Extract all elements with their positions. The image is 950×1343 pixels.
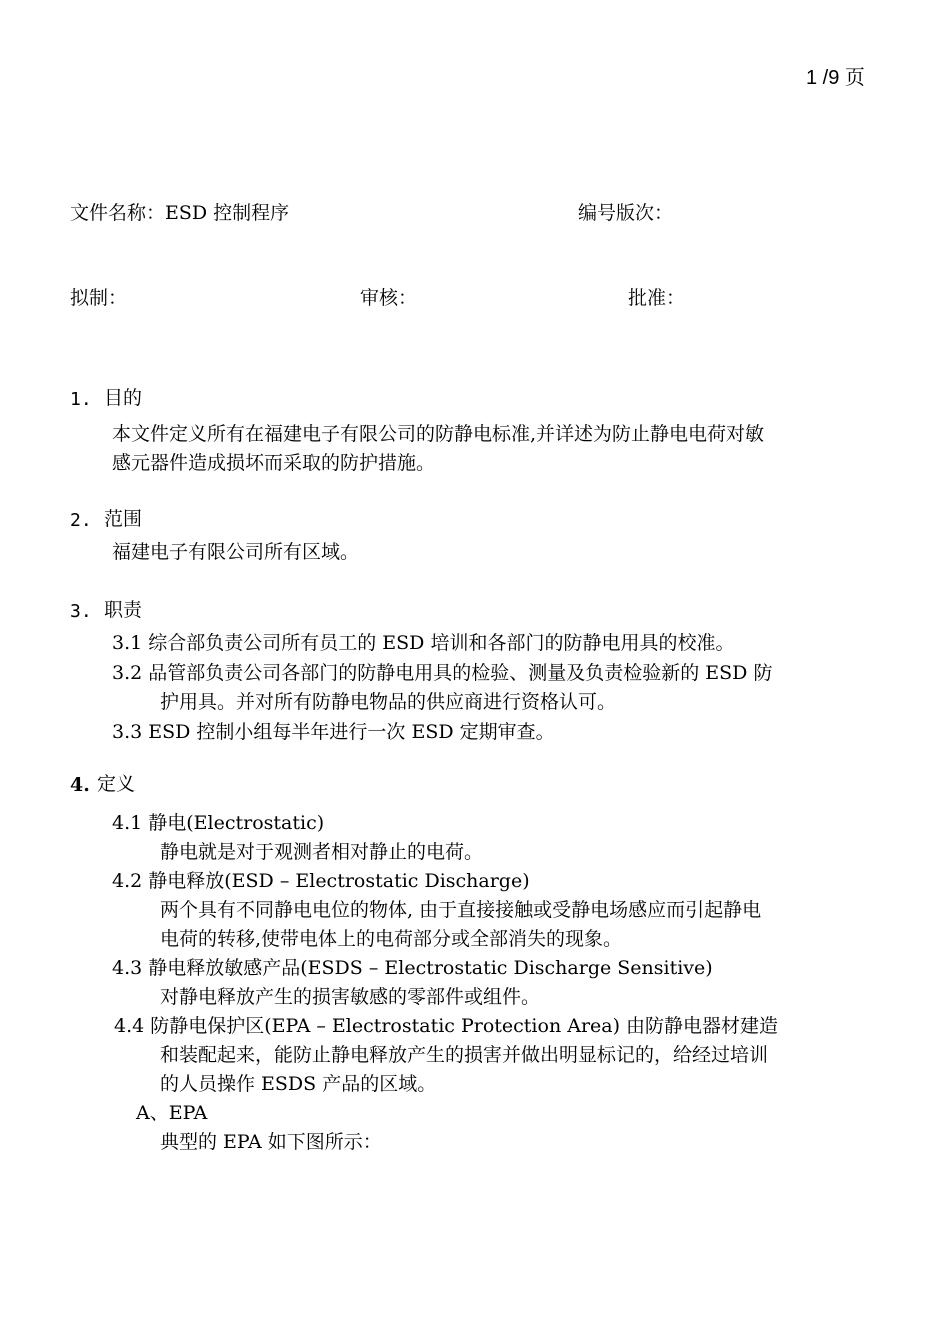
- section-1-body-line-1: 本文件定义所有在福建电子有限公司的防静电标准,并详述为防止静电电荷对敏: [112, 423, 765, 445]
- definition-4-4-title: 4.4 防静电保护区(EPA – Electrostatic Protection Area) 由防静电器材建造: [114, 1015, 779, 1037]
- section-1-body-line-2: 感元器件造成损坏而采取的防护措施。: [112, 452, 436, 474]
- approved-by-label: 批准：: [628, 287, 686, 309]
- drafted-by-label: 拟制：: [70, 287, 128, 309]
- section-3-number: 3.: [70, 601, 92, 622]
- definition-4-3-body: 对静电释放产生的损害敏感的零部件或组件。: [160, 986, 541, 1008]
- page-number: 1 /9 页: [806, 67, 865, 89]
- section-2-title: 范围: [104, 508, 143, 530]
- definition-4-2-body-line-2: 电荷的转移,使带电体上的电荷部分或全部消失的现象。: [160, 928, 623, 950]
- section-4-title: 定义: [97, 773, 136, 795]
- definition-4-4-body-line-2: 的人员操作 ESDS 产品的区域。: [160, 1073, 437, 1095]
- epa-subsection-body: 典型的 EPA 如下图所示：: [160, 1131, 382, 1153]
- definition-4-3-title: 4.3 静电释放敏感产品(ESDS – Electrostatic Discharge Sensitive): [112, 957, 713, 979]
- definition-4-2-title: 4.2 静电释放(ESD – Electrostatic Discharge): [112, 870, 530, 892]
- epa-subsection-label: A、EPA: [136, 1102, 208, 1124]
- definition-4-1-title: 4.1 静电(Electrostatic): [112, 812, 325, 834]
- reviewed-by-label: 审核：: [360, 287, 418, 309]
- document-code: 编号版次：: [578, 202, 674, 224]
- section-3-title: 职责: [104, 599, 143, 621]
- section-3-item-2-line-1: 3.2 品管部负责公司各部门的防静电用具的检验、测量及负责检验新的 ESD 防: [112, 662, 773, 684]
- definition-4-2-body-line-1: 两个具有不同静电电位的物体, 由于直接接触或受静电场感应而引起静电: [160, 899, 762, 921]
- definition-4-4-body-line-1: 和装配起来，能防止静电释放产生的损害并做出明显标记的，给经过培训: [160, 1044, 769, 1066]
- definition-4-1-body: 静电就是对于观测者相对静止的电荷。: [160, 841, 484, 863]
- section-3-item-2-line-2: 护用具。并对所有防静电物品的供应商进行资格认可。: [160, 691, 617, 713]
- section-4-number: 4.: [70, 774, 90, 796]
- document-name: 文件名称：ESD 控制程序: [70, 202, 290, 224]
- section-2-body: 福建电子有限公司所有区域。: [112, 541, 360, 563]
- section-2-number: 2.: [70, 510, 92, 531]
- section-3-item-3: 3.3 ESD 控制小组每半年进行一次 ESD 定期审查。: [112, 721, 555, 743]
- section-1-title: 目的: [104, 387, 143, 409]
- section-1-number: 1.: [70, 389, 92, 410]
- section-3-item-1: 3.1 综合部负责公司所有员工的 ESD 培训和各部门的防静电用具的校准。: [112, 632, 735, 654]
